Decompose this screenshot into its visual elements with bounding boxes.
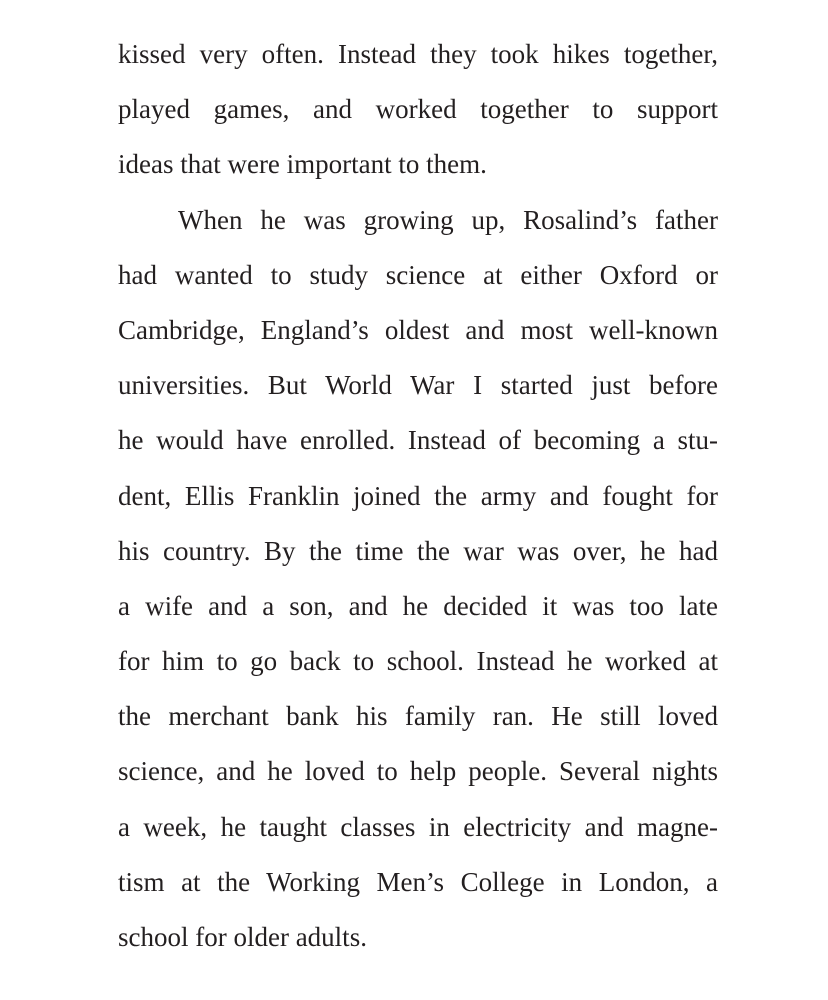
text-line: a wife and a son, and he decided it was too late <box>118 590 718 621</box>
text-line: kissed very often. Instead they took hikes together, <box>118 39 718 69</box>
text-line: the merchant bank his family ran. He still loved <box>118 701 718 732</box>
text-line: ideas that were important to them. <box>118 149 487 180</box>
text-line: a week, he taught classes in electricity and magne- <box>118 811 718 842</box>
text-line: science, and he loved to help people. Several nights <box>118 756 718 787</box>
text-line: had wanted to study science at either Oxford or <box>118 259 718 290</box>
text-line: his country. By the time the war was over, he had <box>118 535 718 566</box>
text-line: dent, Ellis Franklin joined the army and fought for <box>118 480 718 511</box>
text-line: When he was growing up, Rosalind’s father <box>178 204 718 235</box>
text-line: tism at the Working Men’s College in London, a <box>118 866 718 897</box>
text-line: universities. But World War I started just before <box>118 370 718 401</box>
text-line: for him to go back to school. Instead he worked at <box>118 646 718 677</box>
body-text <box>118 27 718 965</box>
text-line: he would have enrolled. Instead of becoming a stu- <box>118 425 718 456</box>
text-line: Cambridge, England’s oldest and most well-known <box>118 314 718 345</box>
text-line: school for older adults. <box>118 922 367 952</box>
text-line: played games, and worked together to support <box>118 94 718 125</box>
